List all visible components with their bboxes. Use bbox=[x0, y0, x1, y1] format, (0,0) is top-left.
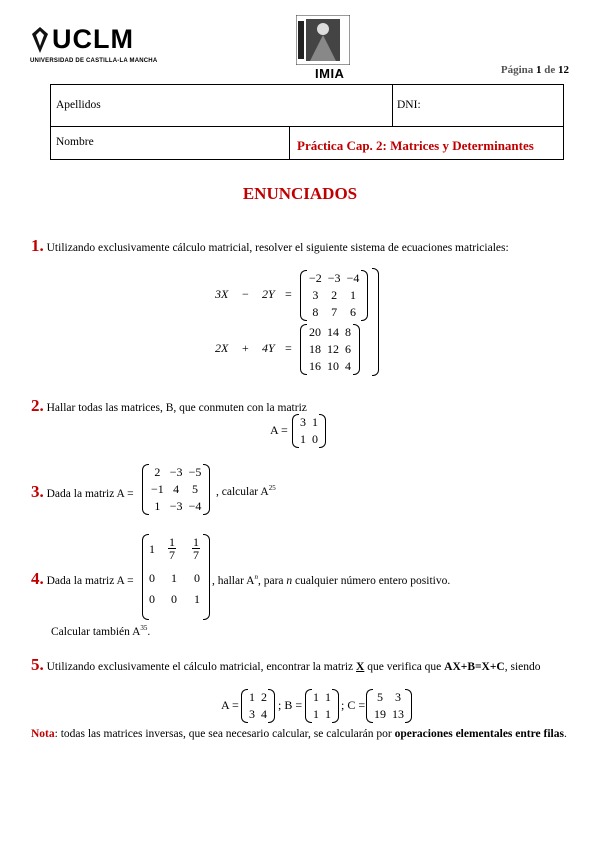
eq2-term-x: 2X bbox=[215, 341, 229, 355]
matrix-cell: 7 bbox=[331, 305, 338, 319]
problem-3: 3. Dada la matriz A = bbox=[31, 482, 134, 501]
problem-4: 4. Dada la matriz A = bbox=[31, 569, 134, 588]
matrix-cell: 4 bbox=[261, 707, 267, 721]
system-brace bbox=[372, 268, 379, 376]
p5-a-label: A = bbox=[221, 698, 239, 712]
uclm-subtitle: UNIVERSIDAD DE CASTILLA-LA MANCHA bbox=[30, 58, 158, 64]
eq1-operator: − bbox=[242, 287, 249, 301]
matrix-cell: 2 bbox=[154, 465, 161, 479]
p3-tail: , calcular $A^{25}$ bbox=[216, 484, 276, 498]
problem-text: Utilizando exclusivamente cálculo matricial, resolver el siguiente sistema de ecuaciones matriciales: bbox=[46, 242, 509, 254]
page-heading: ENUNCIADOS bbox=[242, 184, 358, 203]
matrix-cell: 5 bbox=[191, 482, 198, 496]
matrix-cell: 1 bbox=[349, 288, 356, 302]
matrix-cell: −3 bbox=[169, 499, 183, 513]
eq1-equals: = bbox=[285, 287, 292, 301]
matrix-cell: 5 bbox=[377, 690, 383, 704]
matrix-cell: 3 bbox=[300, 415, 306, 429]
matrix-cell: 2 bbox=[261, 690, 267, 704]
p3-matrix bbox=[142, 464, 210, 515]
uclm-emblem-icon bbox=[30, 26, 50, 54]
p4-also: Calcular también $A^{35}$. bbox=[51, 624, 151, 638]
matrix-cell: 6 bbox=[349, 305, 356, 319]
p5-c-label: ; C = bbox=[341, 698, 366, 712]
eq2-matrix bbox=[300, 324, 360, 375]
dni-label: DNI: bbox=[397, 99, 421, 111]
page-number: Página 1 de 12 bbox=[500, 64, 569, 76]
matrix-cell: 1 bbox=[312, 415, 318, 429]
eq1-term-x: 3X bbox=[215, 287, 229, 301]
matrix-cell: 10 bbox=[327, 359, 339, 373]
p5-b-label: ; B = bbox=[278, 698, 303, 712]
p4-matrix: 1 $\frac{1}{7}$ $\frac{1}{7}$ 0 1 0 0 0 1 bbox=[142, 534, 210, 620]
matrix-cell: 12 bbox=[327, 342, 339, 356]
matrix-cell: 0 bbox=[312, 432, 318, 446]
matrix-cell: −3 bbox=[327, 271, 341, 285]
matrix-cell: −5 bbox=[188, 465, 202, 479]
p4-tail: , hallar $A^n$, para n cualquier número entero positivo. bbox=[212, 573, 451, 587]
matrix-cell: −3 bbox=[169, 465, 183, 479]
matrix-cell: 1 bbox=[313, 707, 319, 721]
eq2-operator: + bbox=[242, 341, 249, 355]
matrix-cell: 3 bbox=[249, 707, 255, 721]
matrix-cell: 4 bbox=[173, 482, 180, 496]
matrix-cell: −4 bbox=[188, 499, 202, 513]
student-info-table bbox=[50, 84, 564, 160]
matrix-cell: −2 bbox=[309, 271, 322, 285]
eq2-equals: = bbox=[285, 341, 292, 355]
matrix-cell: 6 bbox=[345, 342, 351, 356]
matrix-cell: 18 bbox=[309, 342, 321, 356]
matrix-cell: 8 bbox=[345, 325, 351, 339]
nombre-label: Nombre bbox=[56, 136, 94, 148]
matrix-cell: 13 bbox=[392, 707, 404, 721]
p5-c-matrix bbox=[366, 689, 412, 723]
problem-number: 1. bbox=[31, 236, 44, 255]
matrix-cell: 1 bbox=[300, 432, 306, 446]
note: Nota: todas las matrices inversas, que sea necesario calcular, se calcularán por operaciones elementales entre filas. bbox=[31, 728, 567, 740]
p5-a-matrix bbox=[241, 689, 275, 723]
eq1-matrix bbox=[300, 270, 368, 321]
matrix-cell: 14 bbox=[327, 325, 339, 339]
apellidos-label: Apellidos bbox=[56, 99, 101, 111]
problem-5: 5. Utilizando exclusivamente el cálculo matricial, encontrar la matriz X que verifica que AX+B=X+C, siendo bbox=[31, 655, 541, 674]
matrix-cell: 1 bbox=[325, 707, 331, 721]
imia-emblem-icon bbox=[296, 15, 350, 65]
matrix-cell: 20 bbox=[309, 325, 321, 339]
eq1-term-y: 2Y bbox=[262, 287, 275, 301]
matrix-cell: 4 bbox=[345, 359, 351, 373]
practice-title: Práctica Cap. 2: Matrices y Determinantes bbox=[297, 138, 534, 153]
problem-1 bbox=[31, 236, 509, 256]
matrix-cell: 19 bbox=[374, 707, 386, 721]
matrix-cell: 8 bbox=[312, 305, 319, 319]
p2-matrix bbox=[292, 414, 326, 448]
matrix-cell: 16 bbox=[309, 359, 321, 373]
matrix-cell: −4 bbox=[346, 271, 360, 285]
matrix-cell: 2 bbox=[331, 288, 338, 302]
matrix-cell: 3 bbox=[312, 288, 319, 302]
imia-wordmark: IMIA bbox=[315, 66, 345, 81]
matrix-cell: 1 bbox=[325, 690, 331, 704]
p5-b-matrix bbox=[305, 689, 339, 723]
eq2-term-y: 4Y bbox=[262, 341, 275, 355]
matrix-cell: −1 bbox=[151, 482, 164, 496]
p2-lhs: A = bbox=[270, 423, 288, 437]
problem-2: 2. Hallar todas las matrices, B, que conmuten con la matriz bbox=[31, 396, 307, 415]
matrix-cell: 3 bbox=[395, 690, 401, 704]
uclm-wordmark: UCLM bbox=[52, 24, 134, 54]
matrix-cell: 1 bbox=[154, 499, 161, 513]
matrix-cell: 1 bbox=[313, 690, 319, 704]
matrix-cell: 1 bbox=[249, 690, 255, 704]
